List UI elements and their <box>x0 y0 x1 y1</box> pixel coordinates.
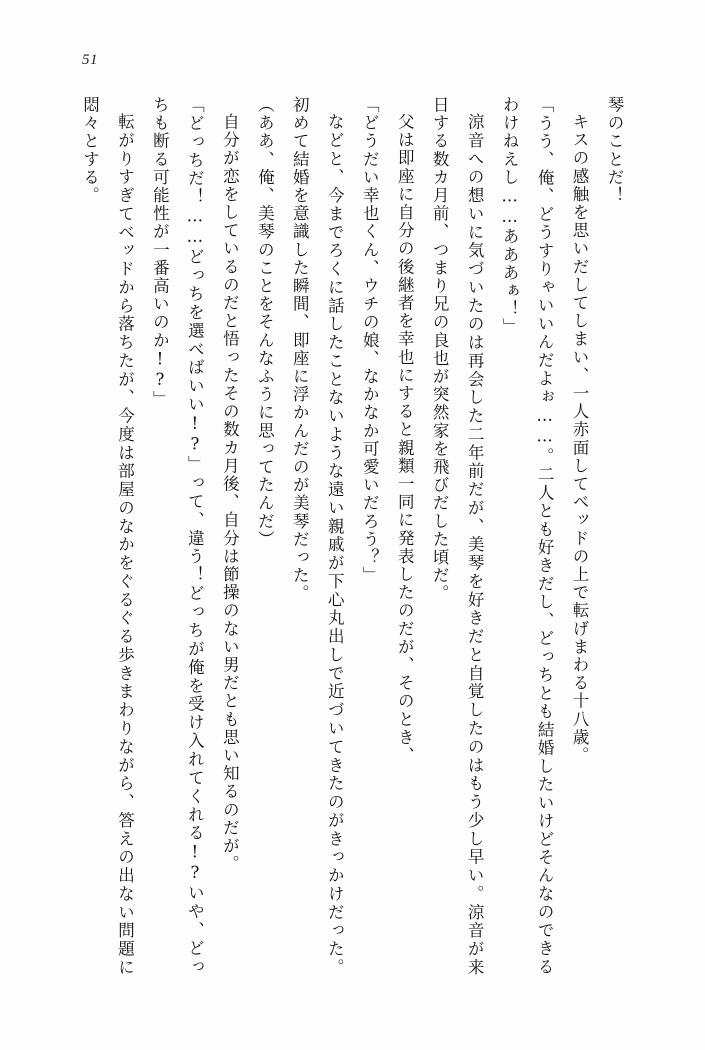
paragraph: 「どうだい幸也くん、ウチの娘、なかなか可愛いだろう？」 <box>360 96 380 585</box>
body-text-vertical <box>62 96 631 976</box>
paragraph: 自分が恋をしているのだと悟ったその数カ月後、自分は節操のない男だとも思い知るのだが。 <box>220 112 240 873</box>
paragraph: 転がりすぎてベッドから落ちたが、今度は部屋のなかをぐるぐる歩きまわりながら、答えの出ない問題に悶々とする。 <box>80 96 135 976</box>
paragraph: 「どっちだ！……どっちを選べばいい!?」って、違う！どっちが俺を受け入れてくれる!?いや、どっちも断る可能性が一番高いのか!?」 <box>150 96 205 976</box>
paragraph: 琴のことだ！ <box>605 96 624 205</box>
page-number: 51 <box>82 52 98 68</box>
paragraph: 「うう、俺、どうすりゃいいんだよぉ……。二人とも好きだし、どっちとも結婚したいけどそんなのできるわけねえし……あああぁ！」 <box>500 96 555 976</box>
paragraph: 父は即座に自分の後継者を幸也にすると親類一同に発表したのだが、そのとき、 <box>395 112 415 765</box>
paragraph: （ああ、俺、美琴のことをそんなふうに思ってたんだ） <box>255 96 275 549</box>
paragraph: などと、今までろくに話したことないような遠い親戚が下心丸出しで近づいてきたのがきっかけだった。初めて結婚を意識した瞬間、即座に浮かんだのが美琴だった。 <box>290 96 345 976</box>
paragraph: キスの感触を思いだしてしまい、一人赤面してベッドの上で転げまわる十八歳。 <box>570 112 590 765</box>
paragraph: 涼音への想いに気づいたのは再会した二年前だが、美琴を好きだと自覚したのはもう少し早い。涼音が来日する数カ月前、つまり兄の良也が突然家を飛びだした頃だ。 <box>430 96 485 976</box>
